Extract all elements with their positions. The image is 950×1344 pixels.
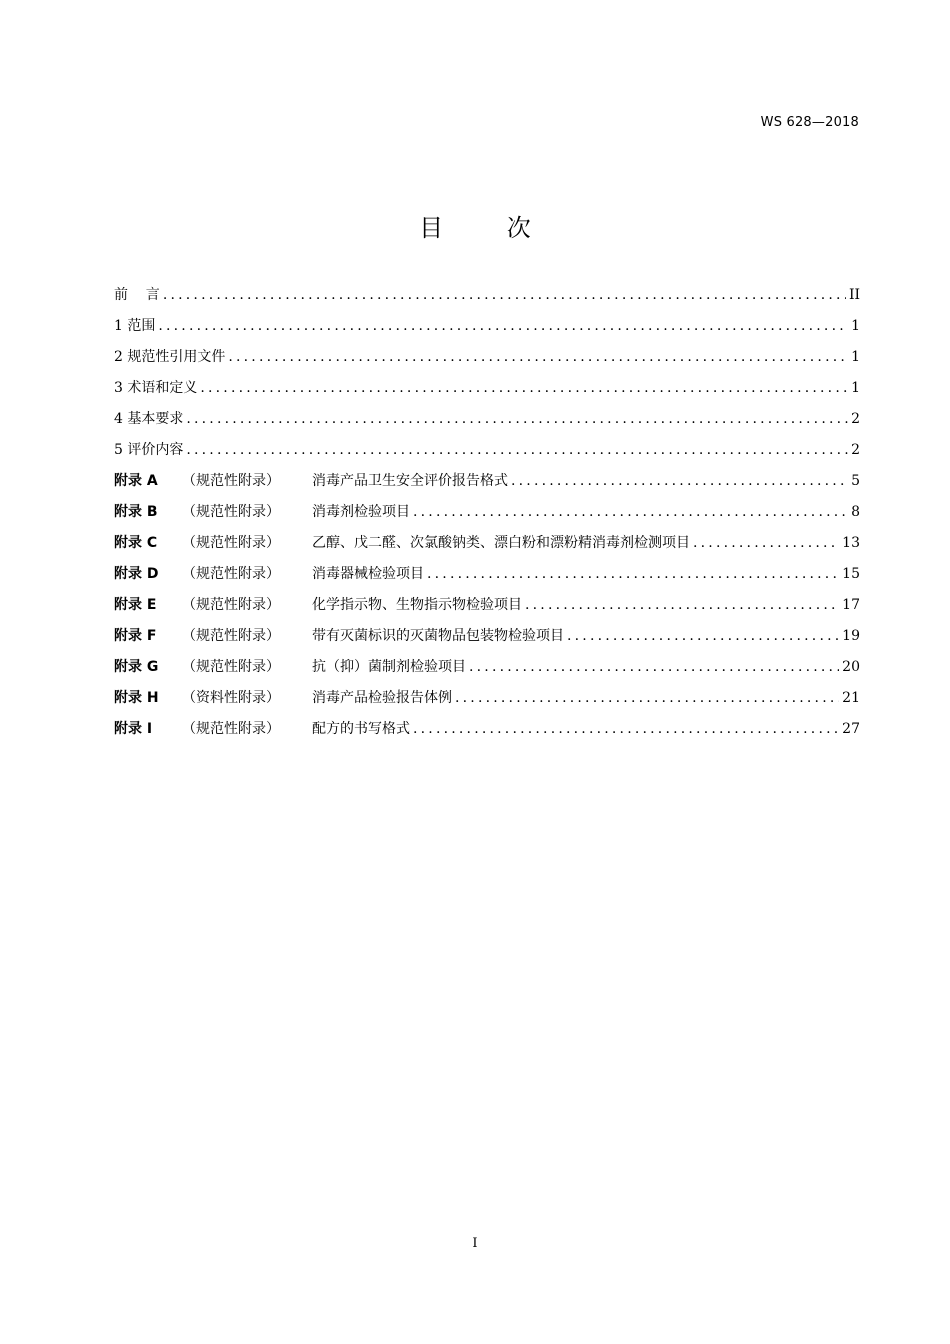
- dot-leader: [163, 287, 846, 303]
- appendix-type: （资料性附录）: [182, 690, 280, 706]
- appendix-title: 消毒器械检验项目: [312, 566, 424, 582]
- toc-appendix-b[interactable]: [114, 501, 860, 532]
- appendix-type: （规范性附录）: [182, 659, 280, 675]
- dot-leader: [413, 504, 848, 520]
- toc-entry-page: 21: [842, 690, 860, 706]
- dot-leader: [413, 721, 839, 737]
- toc-appendix-i[interactable]: [114, 718, 860, 749]
- toc-entry-label: 2 规范性引用文件: [114, 349, 226, 365]
- dot-leader: [693, 535, 839, 551]
- toc-entry-terms-definitions[interactable]: [114, 377, 860, 408]
- toc-appendix-a[interactable]: [114, 470, 860, 501]
- appendix-title: 带有灭菌标识的灭菌物品包装物检验项目: [312, 628, 564, 644]
- toc-entry-page: 5: [851, 473, 860, 489]
- toc-entry-evaluation-content[interactable]: [114, 439, 860, 470]
- dot-leader: [186, 411, 848, 427]
- toc-appendix-g[interactable]: [114, 656, 860, 687]
- appendix-title: 消毒产品检验报告体例: [312, 690, 452, 706]
- appendix-id: 附录 D: [114, 566, 159, 582]
- toc-entry-page: 13: [842, 535, 860, 551]
- appendix-id: 附录 B: [114, 504, 158, 520]
- toc-entry-page: 8: [851, 504, 860, 520]
- toc-entry-label: 3 术语和定义: [114, 380, 198, 396]
- appendix-id: 附录 A: [114, 473, 158, 489]
- toc-appendix-e[interactable]: [114, 594, 860, 625]
- toc-entry-normative-references[interactable]: [114, 346, 860, 377]
- page-title: 目 次: [419, 214, 559, 242]
- appendix-id: 附录 H: [114, 690, 159, 706]
- toc-entry-page: II: [848, 287, 860, 303]
- toc-entry-page: 20: [842, 659, 860, 675]
- table-of-contents: [114, 284, 860, 749]
- toc-appendix-f[interactable]: [114, 625, 860, 656]
- appendix-type: （规范性附录）: [182, 473, 280, 489]
- toc-entry-page: 19: [842, 628, 860, 644]
- appendix-title: 化学指示物、生物指示物检验项目: [312, 597, 522, 613]
- dot-leader: [455, 690, 839, 706]
- appendix-title: 乙醇、戊二醛、次氯酸钠类、漂白粉和漂粉精消毒剂检测项目: [312, 535, 690, 551]
- dot-leader: [200, 380, 848, 396]
- appendix-type: （规范性附录）: [182, 597, 280, 613]
- appendix-id: 附录 F: [114, 628, 157, 644]
- dot-leader: [525, 597, 839, 613]
- toc-entry-scope[interactable]: [114, 315, 860, 346]
- document-code: WS 628—2018: [760, 115, 859, 130]
- toc-entry-label: 4 基本要求: [114, 411, 184, 427]
- appendix-title: 配方的书写格式: [312, 721, 410, 737]
- appendix-id: 附录 G: [114, 659, 159, 675]
- appendix-title: 抗（抑）菌制剂检验项目: [312, 659, 466, 675]
- toc-entry-label: 5 评价内容: [114, 442, 184, 458]
- toc-entry-page: 2: [851, 411, 860, 427]
- dot-leader: [427, 566, 839, 582]
- toc-appendix-h[interactable]: [114, 687, 860, 718]
- toc-appendix-d[interactable]: [114, 563, 860, 594]
- toc-entry-page: 15: [842, 566, 860, 582]
- dot-leader: [228, 349, 848, 365]
- appendix-type: （规范性附录）: [182, 535, 280, 551]
- toc-entry-label: 1 范围: [114, 318, 156, 334]
- appendix-title: 消毒产品卫生安全评价报告格式: [312, 473, 508, 489]
- dot-leader: [158, 318, 848, 334]
- dot-leader: [469, 659, 839, 675]
- appendix-type: （规范性附录）: [182, 721, 280, 737]
- toc-entry-page: 1: [851, 318, 860, 334]
- appendix-type: （规范性附录）: [182, 504, 280, 520]
- toc-entry-page: 17: [842, 597, 860, 613]
- toc-entry-basic-requirements[interactable]: [114, 408, 860, 439]
- toc-entry-foreword[interactable]: [114, 284, 860, 315]
- dot-leader: [567, 628, 839, 644]
- toc-entry-page: 1: [851, 349, 860, 365]
- appendix-id: 附录 I: [114, 721, 153, 737]
- toc-appendix-c[interactable]: [114, 532, 860, 563]
- toc-entry-page: 27: [842, 721, 860, 737]
- toc-entry-page: 1: [851, 380, 860, 396]
- appendix-id: 附录 E: [114, 597, 157, 613]
- dot-leader: [186, 442, 848, 458]
- appendix-title: 消毒剂检验项目: [312, 504, 410, 520]
- appendix-type: （规范性附录）: [182, 566, 280, 582]
- appendix-type: （规范性附录）: [182, 628, 280, 644]
- toc-entry-page: 2: [851, 442, 860, 458]
- toc-entry-label: 前 言: [114, 287, 160, 303]
- page-number: I: [472, 1236, 478, 1251]
- dot-leader: [511, 473, 848, 489]
- appendix-id: 附录 C: [114, 535, 158, 551]
